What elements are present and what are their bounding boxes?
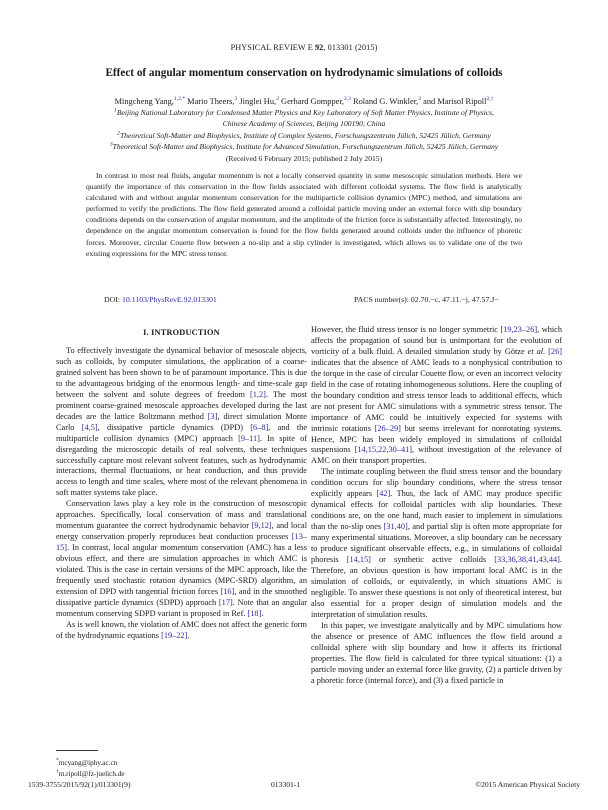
citation-link[interactable]: [42] [376,489,391,499]
footnote-rule [56,750,98,751]
paragraph: In this paper, we investigate analytically and by MPC simulations how the absence or presence of AMC influences the flow field around a colloidal sphere with slip boundary and how it affects its frictional properties. The flow field is calculated for three typical situations: (1) a particle moving under an external force like gravity, (2) a particle driven by a phoretic force (internal force), and (3) a fixed particle in [311,620,562,685]
citation-link[interactable]: [4,5] [81,422,98,432]
author: Gerhard Gompper,$^{2,3}$ [278,96,351,106]
footnotes [56,758,125,779]
affiliation-3: $^3$Theoretical Soft-Matter and Biophysics, Institute for Advanced Simulation, Forschungszentrum Jülich, 52425 Jülich, Germany [109,141,499,151]
article-info: , 013301 (2015) [323,43,378,52]
footer-page-number: 013301-1 [271,780,301,789]
paragraph: However, the fluid stress tensor is no longer symmetric [19,23–26], which affects the propagation of sound but is unimportant for the evolution of vorticity of a bulk fluid. A detailed simulation study by Götze et al. [26] indicates that the absence of AMC leads to a nonphysical contribution to the torque in the case of circular Couette flow, or even an incorrect velocity field in the case of rotating inhomogeneous solutions. Here the coupling of the boundary condition and stress tensor leads to additional effects, which are not present for AMC simulations with a symmetric stress tensor. The importance of AMC could be intuitively expected for systems with intrinsic rotations [26–29] but seems irrelevant for nonrotating systems. Hence, MPC has been widely employed in simulations of colloidal suspensions [14,15,22,30–41], without investigation of the relevance of AMC on their transport properties. [311,325,562,466]
left-column [56,346,307,642]
footer-copyright: ©2015 American Physical Society [475,780,580,789]
citation-link[interactable]: [14,15] [346,555,371,565]
paper-title: Effect of angular momentum conservation on hydrodynamic simulations of colloids [105,67,503,79]
abstract: In contrast to most real fluids, angular momentum is not a locally conserved quantity in some mesoscopic simulation methods. Here we quantify the importance of this conservation in the flow fields associated with different colloidal systems. The flow field is analytically calculated with and without angular momentum conservation for the multiparticle collision dynamics (MPC) method, and simulations are performed to verify the predictions. The flow field generated around a colloidal particle moving under an external force with slip boundary conditions depends on the conservation of angular momentum, and the amplitude of the friction force is substantially affected. Interestingly, no dependence on the angular momentum conservation is found for the flow fields generated around colloids under the influence of phoretic forces. Moreover, circular Couette flow between a no-slip and a slip cylinder is investigated, which allows us to validate one of the two existing expressions for the MPC stress tensor. [86,171,522,258]
author: Jinglei Hu,$^2$ [237,96,279,106]
journal-header [0,43,608,52]
affiliation-1: $^1$Beijing National Laboratory for Condensed Matter Physics and Key Laboratory of Soft Matter Physics, Institute of Physics, Chinese Academy of Sciences, Beijing 100190, China [114,107,494,128]
citation-link[interactable]: [9,12] [251,521,272,531]
received-dates: (Received 6 February 2015; published 2 July 2015) [225,154,383,163]
journal-name: PHYSICAL REVIEW E [230,43,315,52]
author: Mario Theers,$^3$ [185,96,238,106]
citation-link[interactable]: [16] [220,586,235,596]
author-list [0,97,608,106]
citation-link[interactable]: [9–11] [238,433,260,443]
section-heading: I. INTRODUCTION [143,328,220,337]
paragraph: Conservation laws play a key role in the construction of mesoscopic approaches. Specifically, local conservation of mass and translational momentum guarantee the correct hydrodynamic behavior [9,12], and local energy conservation properly reproduces heat conduction processes [13–15]. In contrast, local angular momentum conservation (AMC) has a less obvious effect, and there are simulation approaches in which AMC is violated. This is the case in certain versions of the MPC approach, like the frequently used stochastic rotation dynamics (MPC-SRD) algorithm, an extension of DPD with tangential friction forces [16], and in the smoothed dissipative particle dynamics (SDPD) approach [17]. Note that an angular momentum conserving SDPD variant is proposed in Ref. [18]. [56,499,308,618]
citation-link[interactable]: [19,23–26] [500,325,538,334]
paragraph: To effectively investigate the dynamical behavior of mesoscale objects, such as colloids, by computer simulations, the application of a coarse-grained solvent has been shown to be of paramount importance. This is due to the advantageous bridging of the enormous length- and time-scale gap between the solvent and solute degrees of freedom [1,2]. The most prominent coarse-grained mesoscale approaches developed during the last decades are the lattice Boltzmann method [3], direct simulation Monte Carlo [4,5], dissipative particle dynamics (DPD) [6–8], and the multiparticle collision dynamics (MPC) approach [9–11]. In spite of disregarding the microscopic details of real solvents, these techniques successfully capture most relevant solvent features, such as hydrodynamic interactions, thermal fluctuations, or heat conduction, and thus provide access to length and time scales, where most of the relevant phenomena in soft matter systems take place. [56,346,308,498]
citation-link[interactable]: [17] [218,597,233,607]
doi: DOI: 10.1103/PhysRevE.92.013301 [104,295,217,304]
citation-link[interactable]: [14,15,22,30–41] [354,445,413,455]
emphasis: et al. [527,346,546,356]
pacs-numbers: PACS number(s): 02.70.−c, 47.11.−j, 47.57.J− [354,295,499,304]
citation-link[interactable]: [26–29] [374,423,401,433]
citation-link[interactable]: [18] [247,608,262,618]
footer-left: 1539-3755/2015/92(1)/013301(9) [28,780,131,789]
doi-link[interactable]: 10.1103/PhysRevE.92.013301 [121,295,217,304]
journal-volume: 92 [314,43,324,52]
footnote: *mcyang@iphy.ac.cn [56,757,118,767]
footnote: †m.ripoll@fz-juelich.de [56,768,125,778]
citation-link[interactable]: [19–22] [161,630,188,640]
right-column [311,325,562,686]
citation-link[interactable]: [26] [548,346,562,356]
author: and Marisol Ripoll$^{2,\dagger}$ [421,96,494,106]
author: Mingcheng Yang,$^{1,2,*}$ [114,96,186,106]
citation-link[interactable]: [13–15] [56,532,307,553]
paragraph: As is well known, the violation of AMC does not affect the generic form of the hydrodynamic equations [19–22]. [56,619,307,640]
author: Roland G. Winkler,$^3$ [350,96,422,106]
citation-link[interactable]: [31,40] [383,522,408,532]
citation-link[interactable]: [6–8] [250,422,269,432]
citation-link[interactable]: [33,36,38,41,43,44] [494,555,560,565]
citation-link[interactable]: [1,2] [250,389,266,399]
paragraph: The intimate coupling between the fluid stress tensor and the boundary condition occurs for slip boundary conditions, where the stress tensor explicitly appears [42]. Thus, the lack of AMC may produce specific dynamical effects for colloidal particles with slip boundaries. These conditions are, on the one hand, much easier to implement in simulations than the no-slip ones [31,40], and partial slip is often more appropriate for many experimental situations. Moreover, a slip boundary can be necessary to produce significant observable effects, e.g., in simulations of colloidal phoresis [14,15] or synthetic active colloids [33,36,38,41,43,44]. Therefore, an obvious question is how important local AMC is in the simulation of colloids, or equivalently, in which situations AMC is negligible. To answer these questions is not only of theoretical interest, but also essential for a proper design of simulation models and the interpretation of simulation results. [311,467,562,619]
citation-link[interactable]: [3] [207,411,218,421]
affiliation-2: $^2$Theoretical Soft-Matter and Biophysics, Institute of Complex Systems, Forschungszentrum Jülich, 52425 Jülich, Germany [117,130,491,140]
